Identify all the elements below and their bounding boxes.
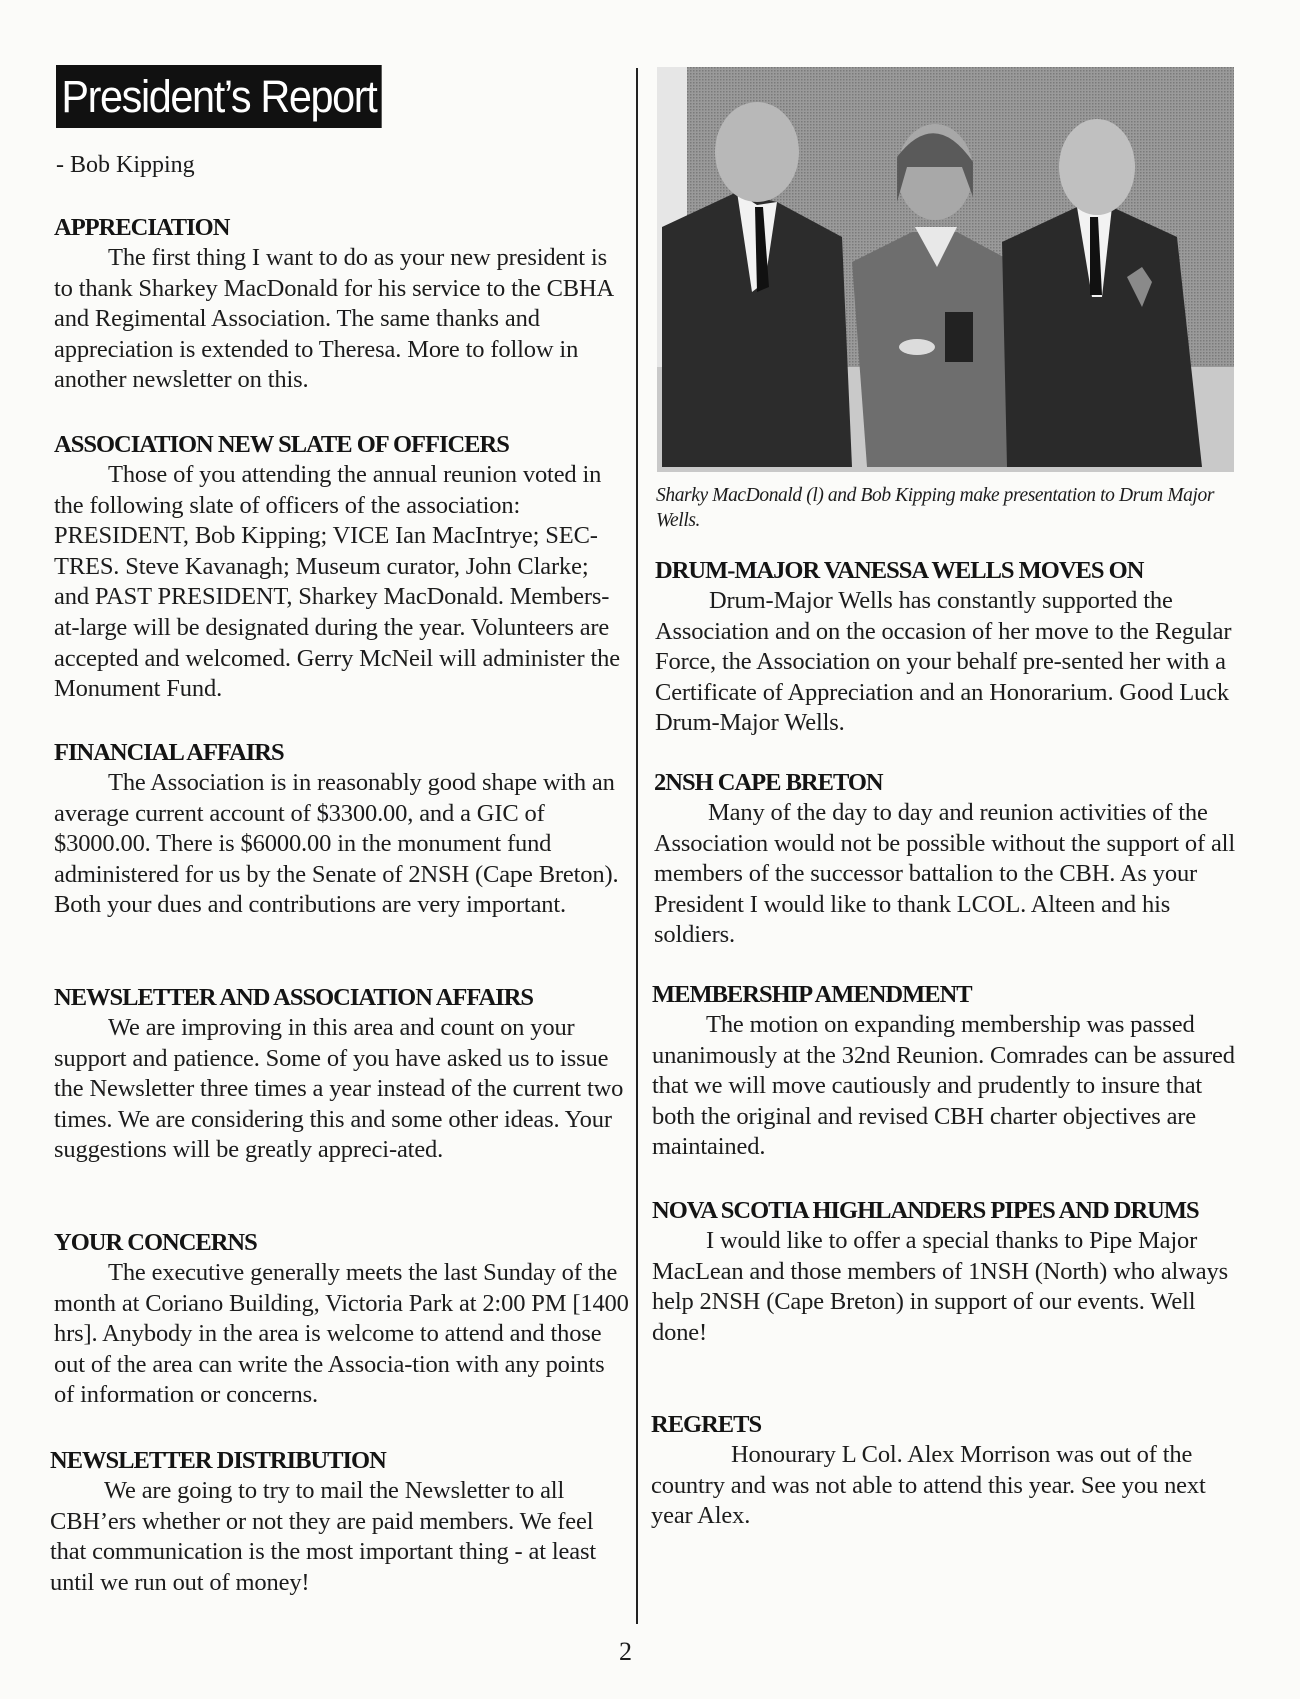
section-heading: 2NSH CAPE BRETON: [654, 769, 883, 796]
section-heading: DRUM-MAJOR VANESSA WELLS MOVES ON: [655, 557, 1144, 584]
section-body: The motion on expanding membership was passed unanimously at the 32nd Reunion. Comrades can be assured that we will move cautiously and prudently to insure that both the original and revised CBH charter objectives are maintained.: [652, 1011, 1235, 1161]
presentation-photo: [657, 67, 1234, 472]
section-heading: APPRECIATION: [54, 214, 230, 241]
section-drum-major-wells: [655, 556, 1240, 739]
section-body: Honourary L Col. Alex Morrison was out of the country and was not able to attend this year. See you next year Alex.: [651, 1441, 1206, 1530]
section-heading: REGRETS: [651, 1411, 762, 1438]
section-heading: NEWSLETTER DISTRIBUTION: [50, 1447, 386, 1474]
section-heading: YOUR CONCERNS: [54, 1229, 257, 1256]
section-body: We are improving in this area and count on your support and patience. Some of you have asked us to issue the Newsletter three times a year instead of the current two times. We are considering this and some other ideas. Your suggestions will be greatly appreci-ated.: [54, 1014, 624, 1164]
section-newsletter-association-affairs: [54, 983, 629, 1166]
section-appreciation: [54, 213, 629, 396]
section-body: Drum-Major Wells has constantly supported the Association and on the occasion of her move to the Regular Force, the Association on your behalf pre-sented her with a Certificate of Appreciation and an Honorarium. Good Luck Drum-Major Wells.: [655, 587, 1232, 737]
page-title: President’s Report: [56, 65, 382, 128]
column-divider: [636, 68, 638, 1624]
section-heading: NEWSLETTER AND ASSOCIATION AFFAIRS: [54, 984, 534, 1011]
photo-image: [657, 67, 1234, 472]
section-financial-affairs: [54, 738, 629, 921]
section-body: Many of the day to day and reunion activities of the Association would not be possible without the support of all members of the successor battalion to the CBH. As your President I would like to thank LCOL. Alteen and his soldiers.: [654, 799, 1235, 949]
section-new-slate-of-officers: [54, 430, 629, 705]
section-body: The first thing I want to do as your new president is to thank Sharkey MacDonald for his service to the CBHA and Regimental Association. The same thanks and appreciation is extended to Theresa. More to follow in another newsletter on this.: [54, 244, 613, 394]
section-body: Those of you attending the annual reunion voted in the following slate of officers of the association: PRESIDENT, Bob Kipping; VICE Ian MacIntrye; SEC-TRES. Steve Kavanagh; Museum curator, John Clarke; and PAST PRESIDENT, Sharkey MacDonald. Members-at-large will be designated during the year. Volunteers are accepted and welcomed. Gerry McNeil will administer the Monument Fund.: [54, 461, 620, 703]
section-body: We are going to try to mail the Newsletter to all CBH’ers whether or not they are paid members. We feel that communication is the most important thing - at least until we run out of money!: [50, 1477, 597, 1596]
page-number: 2: [619, 1637, 632, 1666]
section-regrets: [651, 1410, 1236, 1532]
section-heading: ASSOCIATION NEW SLATE OF OFFICERS: [54, 431, 509, 458]
section-pipes-and-drums: [652, 1196, 1237, 1348]
section-your-concerns: [54, 1228, 629, 1411]
section-2nsh-cape-breton: [654, 768, 1239, 951]
photo-caption: Sharky MacDonald (l) and Bob Kipping make presentation to Drum Major Wells.: [656, 485, 1215, 531]
section-heading: NOVA SCOTIA HIGHLANDERS PIPES AND DRUMS: [652, 1197, 1199, 1224]
section-body: The Association is in reasonably good shape with an average current account of $3300.00, and a GIC of $3000.00. There is $6000.00 in the monument fund administered for us by the Senate of 2NSH (Cape Breton). Both your dues and contributions are very important.: [54, 769, 619, 919]
section-heading: FINANCIAL AFFAIRS: [54, 739, 284, 766]
author-byline: - Bob Kipping: [56, 152, 195, 178]
section-newsletter-distribution: [50, 1446, 625, 1598]
section-heading: MEMBERSHIP AMENDMENT: [652, 981, 972, 1008]
section-body: The executive generally meets the last Sunday of the month at Coriano Building, Victoria Park at 2:00 PM [1400 hrs]. Anybody in the area is welcome to attend and those out of the area can write the Associa-tion with any points of information or concerns.: [54, 1259, 629, 1409]
section-body: I would like to offer a special thanks to Pipe Major MacLean and those members of 1NSH (North) who always help 2NSH (Cape Breton) in support of our events. Well done!: [652, 1227, 1228, 1346]
section-membership-amendment: [652, 980, 1237, 1163]
